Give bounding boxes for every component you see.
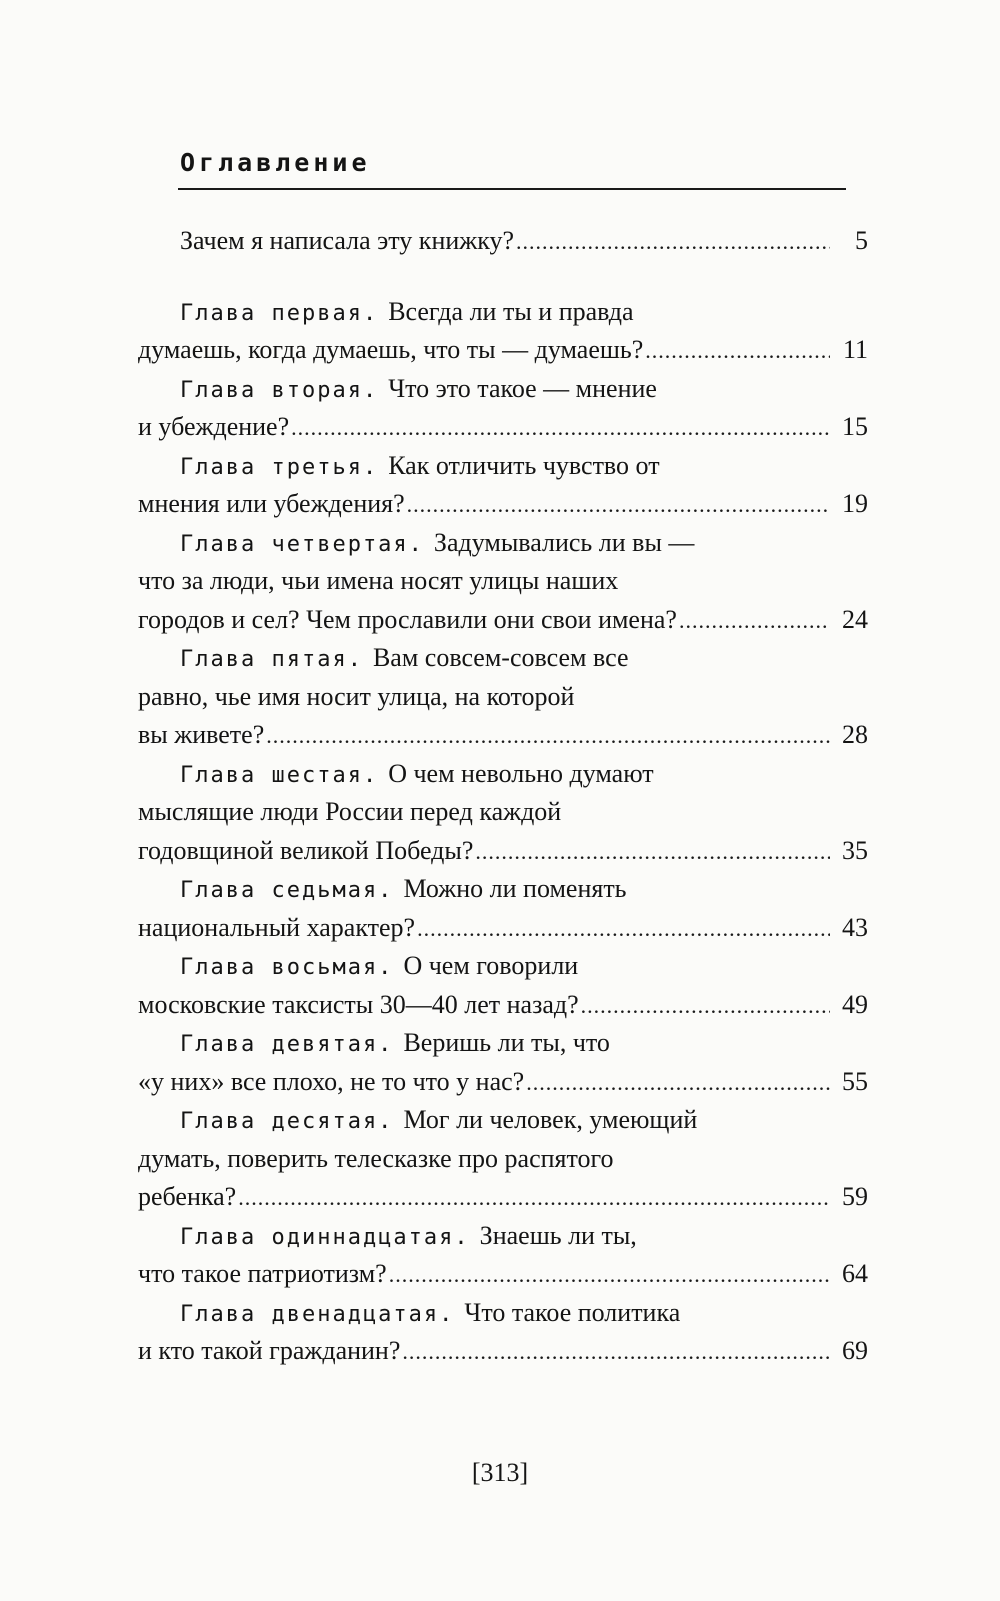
dot-leader bbox=[679, 602, 830, 641]
toc-entry-line bbox=[138, 1178, 868, 1217]
toc-entry-line bbox=[138, 832, 868, 871]
toc-entry-line bbox=[138, 870, 868, 909]
toc-entry-line bbox=[138, 370, 868, 409]
chapter-label: Глава четвертая. bbox=[180, 531, 424, 557]
chapter-label: Глава девятая. bbox=[180, 1032, 394, 1057]
dot-leader bbox=[389, 1256, 830, 1295]
toc-entry bbox=[138, 1101, 868, 1217]
toc-entry-line bbox=[138, 485, 868, 524]
entry-title-text: равно, чье имя носит улица, на которой bbox=[138, 681, 575, 711]
dot-leader bbox=[475, 833, 830, 872]
entry-title-text: Что это такое — мнение bbox=[388, 373, 657, 403]
dot-leader bbox=[407, 486, 830, 525]
toc-entry-line bbox=[138, 447, 868, 486]
entry-title-text: мыслящие люди России перед каждой bbox=[138, 797, 562, 826]
toc-entry bbox=[138, 524, 868, 640]
toc-entry-line bbox=[138, 986, 868, 1025]
page-number: [313] bbox=[471, 1458, 529, 1487]
entry-title-text: и кто такой гражданин? bbox=[138, 1336, 401, 1365]
dot-leader bbox=[526, 1064, 830, 1103]
toc-entry-line bbox=[138, 408, 868, 447]
toc-entry-line bbox=[138, 1101, 868, 1140]
toc-entry-line bbox=[138, 331, 868, 370]
toc-entry-line bbox=[138, 1140, 868, 1179]
entry-page-number: 19 bbox=[842, 489, 868, 518]
dot-leader bbox=[238, 1179, 830, 1218]
entry-page-number: 28 bbox=[842, 720, 868, 749]
toc-entry-line bbox=[138, 755, 868, 794]
chapter-label: Глава третья. bbox=[180, 454, 379, 480]
entry-title-text: московские таксисты 30—40 лет назад? bbox=[138, 989, 579, 1019]
toc-entry-line bbox=[138, 222, 868, 261]
toc-entry-line bbox=[138, 947, 868, 986]
dot-leader bbox=[645, 332, 830, 371]
entry-title-text: Веришь ли ты, что bbox=[403, 1028, 610, 1057]
heading-rule bbox=[178, 188, 846, 190]
toc-entry-line bbox=[138, 678, 868, 717]
toc-entry bbox=[138, 639, 868, 755]
dot-leader bbox=[417, 910, 830, 949]
toc-entry-line bbox=[138, 293, 868, 332]
toc-entry bbox=[138, 222, 868, 261]
entry-title-text: годовщиной великой Победы? bbox=[138, 835, 474, 865]
entry-title-text: «у них» все плохо, не то что у нас? bbox=[138, 1066, 525, 1096]
entry-title-text: Что такое политика bbox=[464, 1297, 681, 1327]
toc-entry-line bbox=[138, 1332, 868, 1371]
chapter-label: Глава пятая. bbox=[180, 647, 363, 672]
entry-page-number: 24 bbox=[842, 604, 868, 634]
entry-page-number: 11 bbox=[842, 335, 868, 364]
dot-leader bbox=[516, 223, 830, 262]
entry-page-number: 43 bbox=[842, 912, 868, 942]
toc-entry bbox=[138, 1024, 868, 1101]
toc-entry-line bbox=[138, 562, 868, 601]
toc-entry bbox=[138, 447, 868, 524]
entry-title-text: О чем говорили bbox=[403, 951, 579, 980]
entry-page-number: 64 bbox=[842, 1259, 868, 1288]
toc-entry bbox=[138, 1294, 868, 1371]
entry-title-text: городов и сел? Чем прославили они свои имена? bbox=[138, 604, 677, 634]
entry-title-text: Задумывались ли вы — bbox=[433, 527, 695, 557]
entry-title-text: вы живете? bbox=[138, 720, 265, 749]
entry-title-text: что такое патриотизм? bbox=[138, 1259, 387, 1288]
toc-entry-line bbox=[138, 1024, 868, 1063]
chapter-label: Глава седьмая. bbox=[180, 878, 394, 903]
entry-title-text: думать, поверить телесказке про распятого bbox=[138, 1143, 614, 1173]
chapter-label: Глава десятая. bbox=[180, 1109, 394, 1134]
entry-page-number: 49 bbox=[842, 989, 868, 1019]
toc-entry bbox=[138, 870, 868, 947]
entry-page-number: 59 bbox=[842, 1182, 868, 1211]
chapter-label: Глава одиннадцатая. bbox=[180, 1224, 470, 1250]
entry-title-text: и убеждение? bbox=[138, 412, 290, 441]
dot-leader bbox=[291, 409, 830, 448]
toc-entry-line bbox=[138, 1063, 868, 1102]
entry-title-text: О чем невольно думают bbox=[388, 758, 654, 788]
toc-entry-line bbox=[138, 601, 868, 640]
entry-title-text: что за люди, чьи имена носят улицы наших bbox=[138, 566, 619, 595]
chapter-label: Глава восьмая. bbox=[180, 955, 394, 980]
entry-page-number: 15 bbox=[842, 412, 868, 441]
entry-page-number: 35 bbox=[842, 835, 868, 865]
toc-entry-line bbox=[138, 1217, 868, 1256]
entry-title-text: Можно ли поменять bbox=[403, 874, 627, 903]
entry-title-text: Вам совсем-совсем все bbox=[372, 643, 629, 672]
toc-entry-line bbox=[138, 716, 868, 755]
toc-entry bbox=[138, 947, 868, 1024]
chapter-label: Глава шестая. bbox=[180, 762, 379, 788]
toc-entry bbox=[138, 370, 868, 447]
entry-page-number: 5 bbox=[855, 226, 868, 255]
entry-title-text: Зачем я написала эту книжку? bbox=[180, 226, 515, 255]
toc-entry-line bbox=[138, 793, 868, 832]
dot-leader bbox=[266, 717, 830, 756]
entry-title-text: национальный характер? bbox=[138, 912, 416, 942]
entry-page-number: 55 bbox=[842, 1066, 868, 1096]
toc-entry bbox=[138, 1217, 868, 1294]
toc-entry-line bbox=[138, 524, 868, 563]
entry-title-text: ребенка? bbox=[138, 1182, 237, 1211]
toc-entry-line bbox=[138, 909, 868, 948]
toc-entry-line bbox=[138, 1294, 868, 1333]
entry-page-number: 69 bbox=[842, 1336, 868, 1365]
entry-title-text: мнения или убеждения? bbox=[138, 489, 405, 518]
entry-title-text: Знаешь ли ты, bbox=[479, 1220, 637, 1250]
dot-leader bbox=[581, 987, 830, 1026]
toc-entry bbox=[138, 755, 868, 871]
dot-leader bbox=[402, 1333, 830, 1372]
chapter-label: Глава вторая. bbox=[180, 377, 379, 403]
toc-entry-line bbox=[138, 1255, 868, 1294]
toc-heading: Оглавление bbox=[180, 148, 371, 177]
entry-title-text: Мог ли человек, умеющий bbox=[403, 1105, 698, 1134]
toc-entry-line bbox=[138, 639, 868, 678]
chapter-label: Глава двенадцатая. bbox=[180, 1301, 455, 1327]
entry-title-text: Всегда ли ты и правда bbox=[388, 296, 634, 326]
entry-title-text: думаешь, когда думаешь, что ты — думаешь? bbox=[138, 335, 644, 364]
toc-list bbox=[138, 222, 868, 1371]
entry-title-text: Как отличить чувство от bbox=[388, 450, 660, 480]
chapter-label: Глава первая. bbox=[180, 300, 379, 326]
toc-entry bbox=[138, 293, 868, 370]
